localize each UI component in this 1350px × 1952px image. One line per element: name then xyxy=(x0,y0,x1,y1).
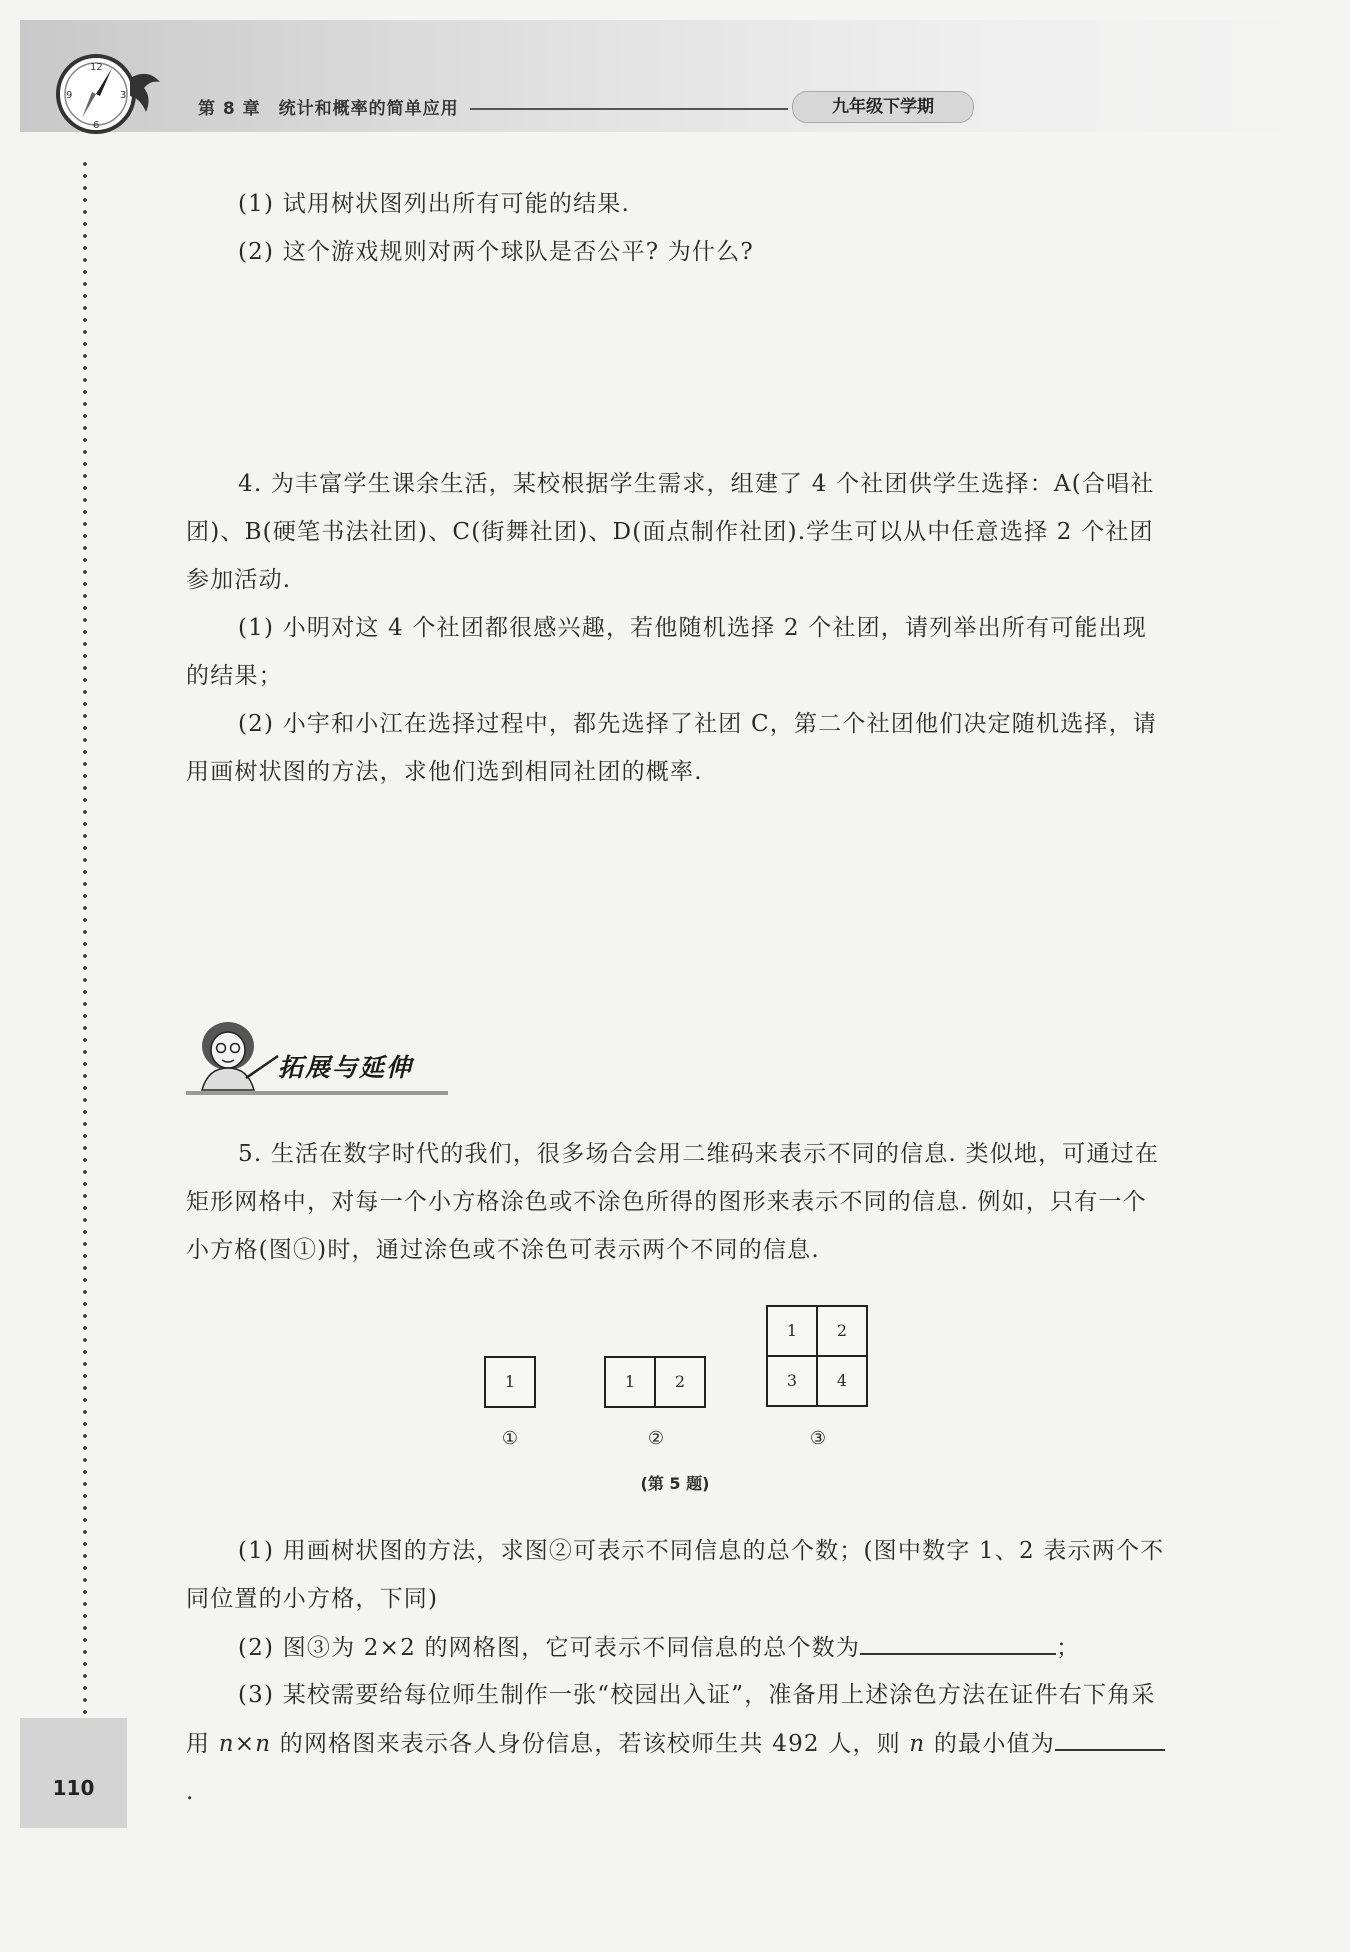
figure-caption: (第 5 题) xyxy=(640,1474,710,1493)
q4-sub1: (1) 小明对这 4 个社团都很感兴趣，若他随机选择 2 个社团，请列举出所有可能出现的结果； xyxy=(186,615,1148,689)
fig2-cell-1: 1 xyxy=(604,1356,656,1408)
svg-text:6: 6 xyxy=(93,120,100,131)
page-number-box xyxy=(20,1718,127,1828)
q3-sub2: (2) 这个游戏规则对两个球队是否公平? 为什么? xyxy=(238,239,754,265)
clock-logo-icon xyxy=(52,48,172,144)
section-underline xyxy=(186,1091,448,1095)
answer-blank-2[interactable] xyxy=(860,1623,1056,1655)
q5-sub3 xyxy=(186,1671,1171,1816)
q3-sub1: (1) 试用树状图列出所有可能的结果. xyxy=(238,191,631,217)
fig2-cell-2: 2 xyxy=(654,1356,706,1408)
svg-text:9: 9 xyxy=(66,90,73,101)
q5-sub3-suffix: . xyxy=(186,1779,195,1805)
q5-sub2-suffix: ； xyxy=(1056,1635,1081,1661)
q4-sub2: (2) 小宇和小江在选择过程中，都先选择了社团 C，第二个社团他们决定随机选择，请用画树状图的方法，求他们选到相同社团的概率. xyxy=(186,711,1157,785)
figure-grids xyxy=(480,1300,880,1500)
q5-var-n-2: n xyxy=(255,1731,272,1757)
header-rule xyxy=(470,108,788,110)
q5-sub3-text: (3) 某校需要给每位师生制作一张“校园出入证”，准备用上述涂色方法在证件右下角采用 xyxy=(186,1682,1156,1757)
fig1-label: ① xyxy=(501,1428,519,1449)
q5-sub2 xyxy=(186,1623,1171,1672)
q5-sub1: (1) 用画树状图的方法，求图②可表示不同信息的总个数；(图中数字 1、2 表示两个不同位置的小方格，下同) xyxy=(186,1538,1165,1612)
q5-sub2-text: (2) 图③为 2×2 的网格图，它可表示不同信息的总个数为 xyxy=(238,1635,861,1661)
q4-stem: 4. 为丰富学生课余生活，某校根据学生需求，组建了 4 个社团供学生选择：A(合唱社团)、B(硬笔书法社团)、C(街舞社团)、D(面点制作社团).学生可以从中任意选择 2 个社团参加活动. xyxy=(186,471,1155,593)
fig3-cell-3: 3 xyxy=(766,1355,818,1407)
q5-sub3-mid2: 的最小值为 xyxy=(925,1731,1055,1757)
fig3-cell-2: 2 xyxy=(816,1305,868,1357)
binding-dot-rail xyxy=(83,158,87,1718)
q5-stem: 5. 生活在数字时代的我们，很多场合会用二维码来表示不同的信息. 类似地，可通过在矩形网格中，对每一个小方格涂色或不涂色所得的图形来表示不同的信息. 例如，只有一个小方格(图①)时，通过涂色或不涂色可表示两个不同的信息. xyxy=(186,1141,1160,1263)
fig2-label: ② xyxy=(647,1428,665,1449)
fig3-cell-1: 1 xyxy=(766,1305,818,1357)
section-title: 拓展与延伸 xyxy=(278,1053,414,1082)
q5-var-n-1: n xyxy=(218,1731,235,1757)
page-number: 110 xyxy=(52,1776,95,1800)
q5-sub3-mid: 的网格图来表示各人身份信息，若该校师生共 492 人，则 xyxy=(271,1731,910,1757)
svg-text:3: 3 xyxy=(120,90,127,101)
fig3-cell-4: 4 xyxy=(816,1355,868,1407)
svg-text:12: 12 xyxy=(90,62,103,73)
chapter-title: 第 8 章 统计和概率的简单应用 xyxy=(198,99,459,119)
answer-blank-3[interactable] xyxy=(1055,1719,1165,1751)
q5-times-sign: × xyxy=(234,1731,256,1757)
fig1-cell: 1 xyxy=(484,1356,536,1408)
grade-badge: 九年级下学期 xyxy=(792,91,974,123)
q5-var-n-3: n xyxy=(909,1731,926,1757)
fig3-label: ③ xyxy=(809,1428,827,1449)
